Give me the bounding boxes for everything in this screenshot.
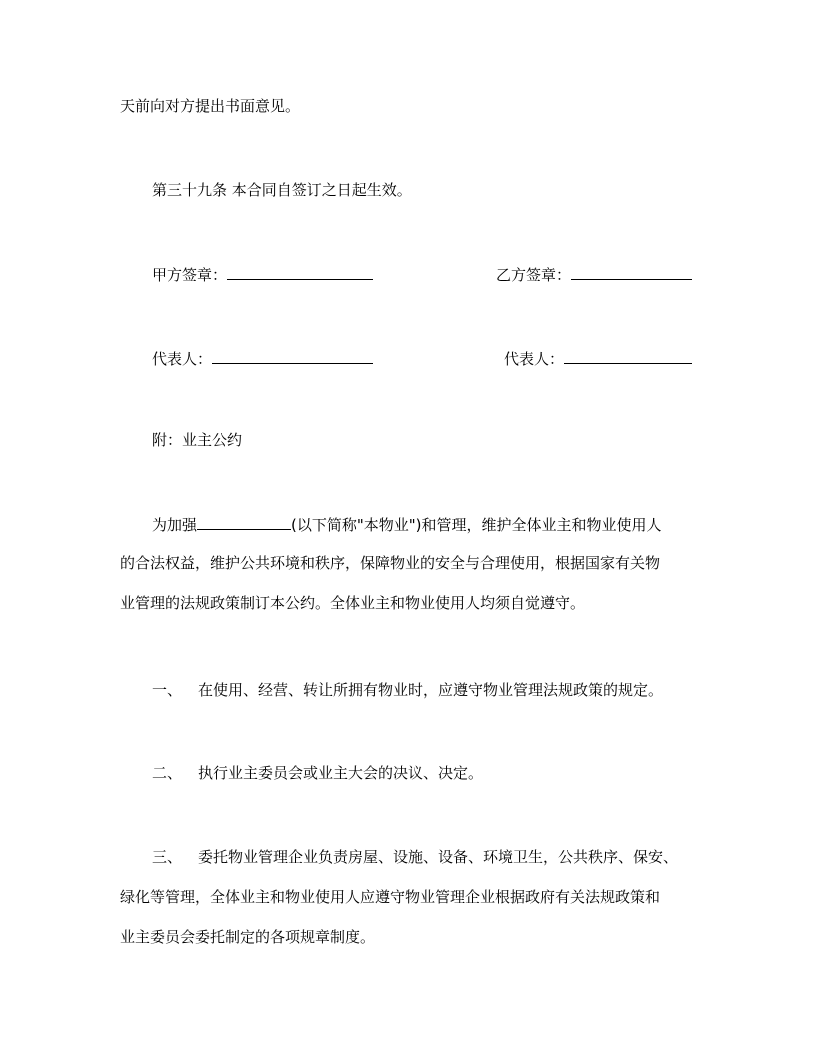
intro-line-3: 业管理的法规政策制订本公约。全体业主和物业使用人均须自觉遵守。 [120,594,586,612]
item-3 [120,847,700,967]
signature-row-parties [0,263,816,285]
item-3-line-3: 业主委员会委托制定的各项规章制度。 [120,928,376,946]
intro-suffix: (以下简称"本物业")和管理，维护全体业主和物业使用人 [291,516,662,534]
intro-prefix: 为加强 [152,516,198,534]
item-3-line-2: 绿化等管理，全体业主和物业使用人应遵守物业管理企业根据政府有关法规政策和 [120,888,661,906]
rep-b-label: 代表人： [504,350,565,368]
continuation-line: 天前向对方提出书面意见。 [120,97,301,115]
item-2 [152,763,483,783]
item-2-number: 二、 [152,764,183,782]
party-a-signature-blank [227,263,373,280]
item-1 [152,680,663,700]
item-1-number: 一、 [152,681,183,699]
rep-b-signature [504,347,692,369]
rep-a-signature-blank [212,347,373,364]
item-3-number: 三、 [152,848,183,866]
intro-line-1 [120,513,700,553]
item-3-text-line-1: 委托物业管理企业负责房屋、设施、设备、环境卫生，公共秩序、保安、 [198,848,679,866]
article-39: 第三十九条 本合同自签订之日起生效。 [152,181,412,199]
party-b-label: 乙方签章： [496,266,572,284]
intro-paragraph [120,513,700,633]
intro-line-2: 的合法权益，维护公共环境和秩序，保障物业的安全与合理使用，根据国家有关物 [120,554,661,572]
item-2-text: 执行业主委员会或业主大会的决议、决定。 [198,764,484,782]
party-b-signature-blank [571,263,692,280]
party-a-label: 甲方签章： [152,266,228,284]
rep-a-signature [152,347,373,369]
appendix-title: 附：业主公约 [152,431,243,449]
item-3-line-1 [120,847,700,887]
rep-a-label: 代表人： [152,350,213,368]
party-a-signature [152,263,373,285]
property-name-blank [197,513,291,530]
item-1-text: 在使用、经营、转让所拥有物业时，应遵守物业管理法规政策的规定。 [198,681,664,699]
party-b-signature [496,263,692,285]
rep-b-signature-blank [564,347,692,364]
signature-row-representatives [0,347,816,369]
